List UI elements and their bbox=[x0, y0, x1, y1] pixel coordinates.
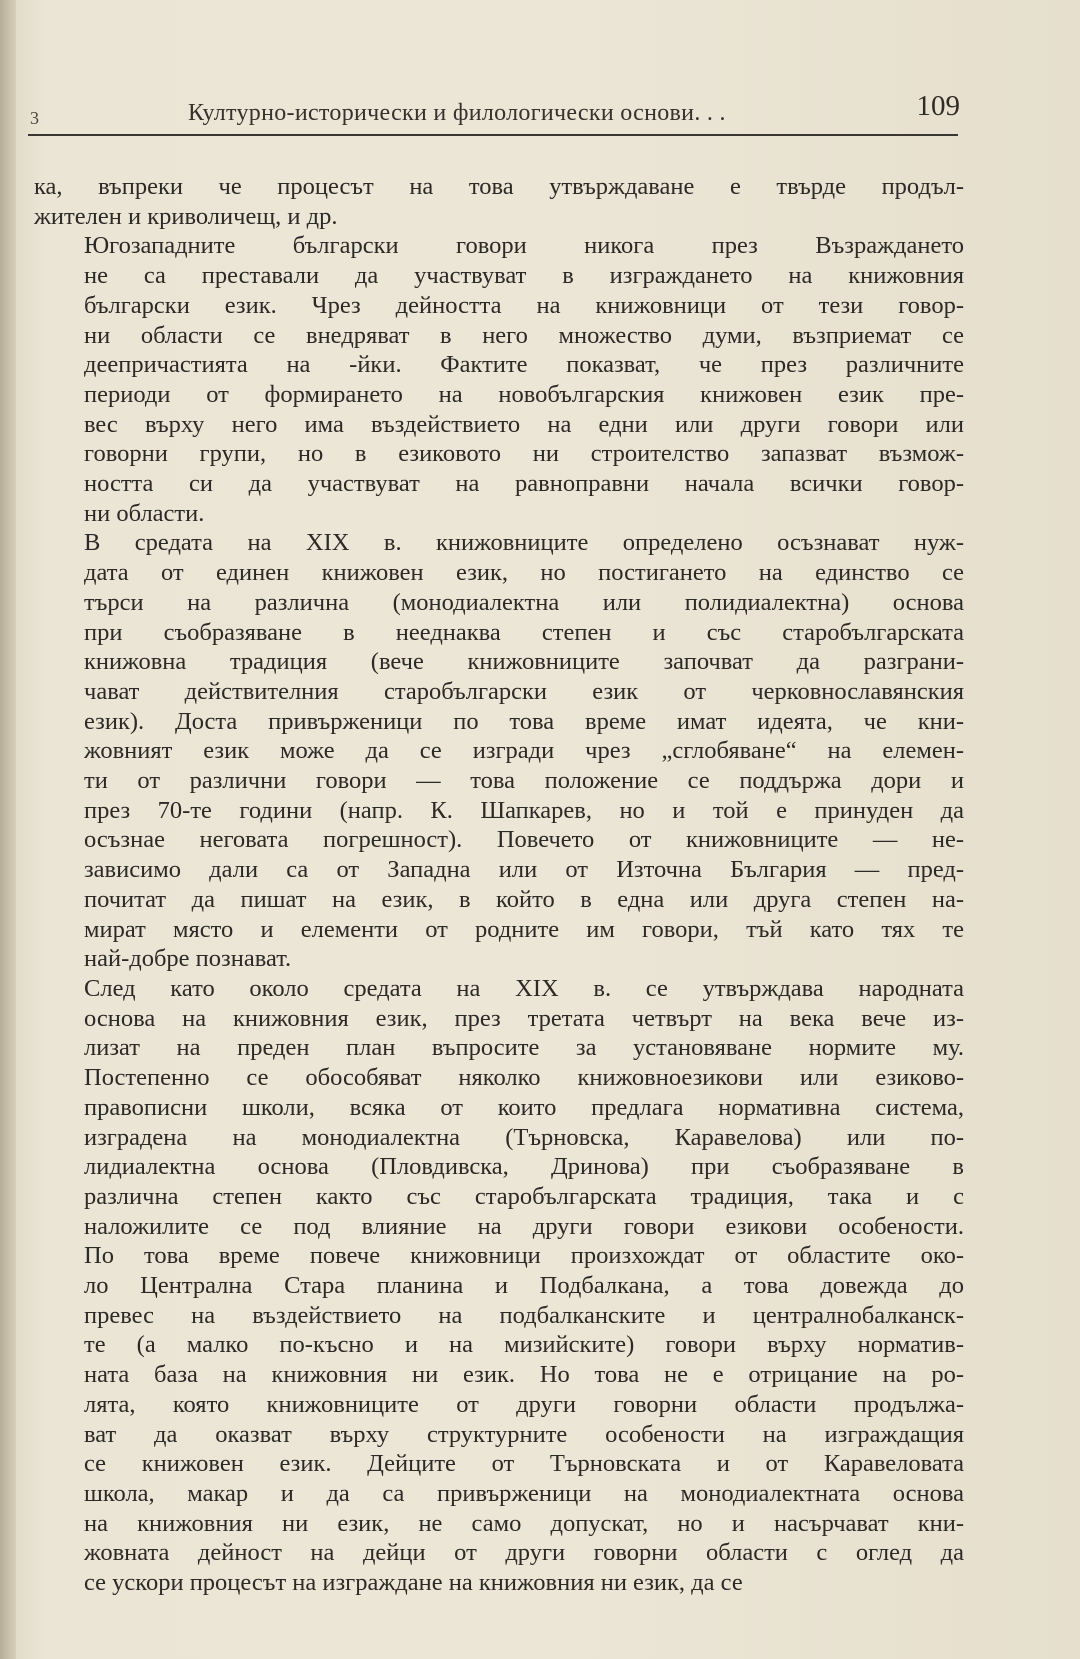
text-line: жовният език може да се изгради чрез „сглобяване“ на елемен- bbox=[84, 737, 964, 765]
text-line: дата от единен книжовен език, но постигането на единство се bbox=[84, 559, 964, 587]
text-line: чават действителния старобългарски език от черковнославянския bbox=[84, 677, 964, 705]
text-line: през 70-те години (напр. К. Шапкарев, но и той е принуден да bbox=[84, 796, 964, 824]
text-line: правописни школи, всяка от които предлага нормативна система, bbox=[84, 1093, 964, 1121]
text-line: превес на въздействието на подбалканските и централнобалканск- bbox=[84, 1301, 964, 1329]
paragraph bbox=[34, 231, 964, 528]
paragraph bbox=[34, 528, 964, 974]
page-number: 109 bbox=[916, 90, 960, 122]
signature-mark: 3 bbox=[30, 108, 39, 128]
text-line: осъзнае неговата погрешност). Повечето от книжовниците — не- bbox=[84, 826, 964, 854]
text-line: периоди от формирането на новобългарския книжовен език пре- bbox=[84, 380, 964, 408]
text-line: В средата на XIX в. книжовниците определено осъзнават нуж- bbox=[84, 529, 964, 557]
text-line: почитат да пишат на език, в който в една или друга степен на- bbox=[84, 885, 964, 913]
text-line: различна степен както със старобългарската традиция, така и с bbox=[84, 1182, 964, 1210]
text-line: жовната дейност на дейци от други говорни области с оглед да bbox=[84, 1539, 964, 1567]
page-gutter-shadow bbox=[0, 0, 16, 1659]
text-line: Постепенно се обособяват няколко книжовноезикови или езиково- bbox=[84, 1064, 964, 1092]
text-line: мират място и елементи от родните им говори, тъй като тях те bbox=[84, 915, 964, 943]
body-text bbox=[34, 172, 964, 1598]
text-line: език). Доста привърженици по това време имат идеята, че кни- bbox=[84, 707, 964, 735]
text-line: на книжовния ни език, не само допускат, но и насърчават кни- bbox=[84, 1509, 964, 1537]
text-line: говорни групи, но в езиковото ни строителство запазват възмож- bbox=[84, 440, 964, 468]
text-line: лидиалектна основа (Пловдивска, Дринова) при съобразяване в bbox=[84, 1153, 964, 1181]
text-line: зависимо дали са от Западна или от Източна България — пред- bbox=[84, 856, 964, 884]
text-line: деепричастията на -йки. Фактите показват, че през различните bbox=[84, 351, 964, 379]
text-line: След като около средата на XIX в. се утвърждава народната bbox=[84, 974, 964, 1002]
text-line: По това време повече книжовници произхождат от областите око- bbox=[84, 1242, 964, 1270]
text-line: книжовна традиция (вече книжовниците започват да разграни- bbox=[84, 648, 964, 676]
text-line: ната база на книжовния ни език. Но това не е отрицание на ро- bbox=[84, 1361, 964, 1389]
text-line: ка, въпреки че процесът на това утвърждаване е твърде продъл- bbox=[34, 173, 964, 200]
text-line: ни области се внедряват в него множество думи, възприемат се bbox=[84, 321, 964, 349]
text-line: жителен и криволичещ, и др. bbox=[34, 202, 338, 230]
text-line: ни области. bbox=[84, 499, 205, 527]
text-line: ват да оказват върху структурните особености на изграждащия bbox=[84, 1420, 964, 1448]
paragraph bbox=[34, 974, 964, 1598]
text-line: ти от различни говори — това положение се поддържа дори и bbox=[84, 767, 964, 795]
text-line: най-добре познават. bbox=[84, 945, 292, 973]
page-header bbox=[28, 86, 960, 132]
text-line: лизат на преден план въпросите за установяване нормите му. bbox=[84, 1034, 964, 1062]
running-title: Културно-исторически и филологически основи. . . bbox=[188, 100, 726, 126]
text-line: те (а малко по-късно и на мизийските) говори върху норматив- bbox=[84, 1331, 964, 1359]
text-line: при съобразяване в нееднаква степен и със старобългарската bbox=[84, 618, 964, 646]
text-line: български език. Чрез дейността на книжовници от тези говор- bbox=[84, 291, 964, 319]
text-line: се книжовен език. Дейците от Търновската и от Каравеловата bbox=[84, 1450, 964, 1478]
text-line: се ускори процесът на изграждане на книжовния ни език, да се bbox=[84, 1569, 743, 1597]
text-line: ло Централна Стара планина и Подбалкана, а това довежда до bbox=[84, 1272, 964, 1300]
text-line: основа на книжовния език, през третата четвърт на века вече из- bbox=[84, 1004, 964, 1032]
text-line: не са преставали да участвуват в изграждането на книжовния bbox=[84, 262, 964, 290]
text-line: изградена на монодиалектна (Търновска, Каравелова) или по- bbox=[84, 1123, 964, 1151]
text-line: търси на различна (монодиалектна или полидиалектна) основа bbox=[84, 588, 964, 616]
text-line: Югозападните български говори никога през Възраждането bbox=[84, 232, 964, 260]
text-line: наложилите се под влияние на други говори езикови особености. bbox=[84, 1212, 964, 1240]
header-rule bbox=[28, 134, 958, 136]
text-line: вес върху него има въздействието на едни или други говори или bbox=[84, 410, 964, 438]
text-line: школа, макар и да са привърженици на монодиалектната основа bbox=[84, 1479, 964, 1507]
text-line: лята, която книжовниците от други говорни области продължа- bbox=[84, 1390, 964, 1418]
text-line: ността си да участвуват на равноправни начала всички говор- bbox=[84, 470, 964, 498]
paragraph bbox=[34, 172, 964, 231]
